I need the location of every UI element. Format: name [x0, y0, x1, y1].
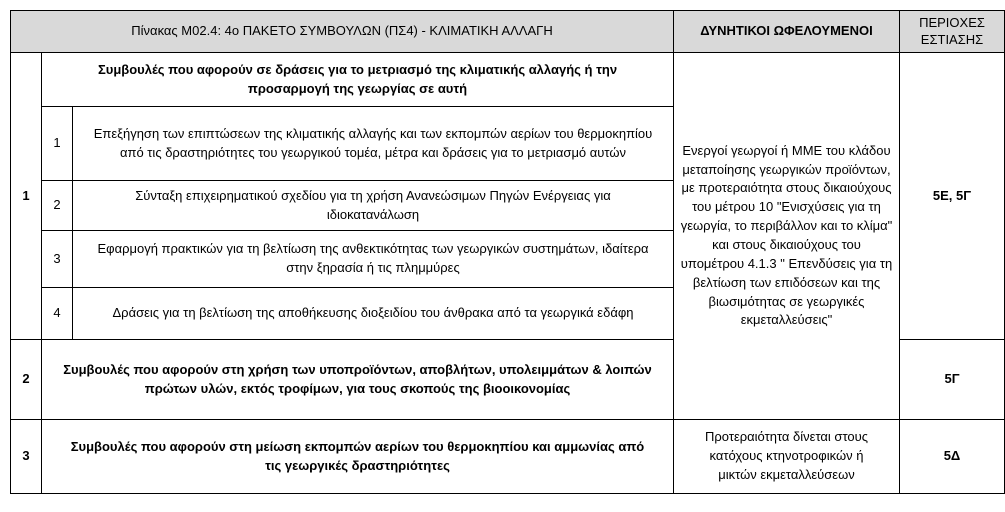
group-1-focus: 5Ε, 5Γ — [900, 53, 1005, 340]
group-3-row — [11, 420, 1005, 494]
item-4-text: Δράσεις για τη βελτίωση της αποθήκευσης διοξειδίου του άνθρακα από τα γεωργικά εδάφη — [73, 288, 674, 340]
group-1-title: Συμβουλές που αφορούν σε δράσεις για το μετριασμό της κλιματικής αλλαγής ή την προσαρμογή της γεωργίας σε αυτή — [42, 53, 674, 107]
shared-beneficiaries: Ενεργοί γεωργοί ή ΜΜΕ του κλάδου μεταποίησης γεωργικών προϊόντων, με προτεραιότητα στους δικαιούχους του μέτρου 10 "Ενισχύσεις για τη γεωργία, το περιβάλλον και το κλίμα" και στους δικαιούχους του υπομέτρου 4.1.3 " Επενδύσεις για τη βελτίωση των επιδόσεων και της βιωσιμότητας σε γεωργικές εκμεταλλεύσεις" — [674, 53, 900, 420]
group-3-title: Συμβουλές που αφορούν στη μείωση εκπομπών αερίων του θερμοκηπίου και αμμωνίας από τις γεωργικές δραστηριότητες — [42, 420, 674, 494]
group-3-number: 3 — [11, 420, 42, 494]
item-3-text: Εφαρμογή πρακτικών για τη βελτίωση της ανθεκτικότητας των γεωργικών συστημάτων, ιδαίτερα στην ξηρασία ή τις πλημμύρες — [73, 231, 674, 288]
group-3-beneficiaries: Προτεραιότητα δίνεται στους κατόχους κτηνοτροφικών ή μικτών εκμεταλλεύσεων — [674, 420, 900, 494]
group-2-focus: 5Γ — [900, 340, 1005, 420]
item-1-text: Επεξήγηση των επιπτώσεων της κλιματικής αλλαγής και των εκπομπών αερίων του θερμοκηπίου από τις δραστηριότητες του γεωργικού τομέα, μέτρα και δράσεις για το μετριασμό αυτών — [73, 107, 674, 181]
group-3-focus: 5Δ — [900, 420, 1005, 494]
item-1-number: 1 — [42, 107, 73, 181]
beneficiaries-header: ΔΥΝΗΤΙΚΟΙ ΩΦΕΛΟΥΜΕΝΟΙ — [674, 11, 900, 53]
table-title: Πίνακας Μ02.4: 4ο ΠΑΚΕΤΟ ΣΥΜΒΟΥΛΩΝ (ΠΣ4) - ΚΛΙΜΑΤΙΚΗ ΑΛΛΑΓΗ — [11, 11, 674, 53]
item-2-text: Σύνταξη επιχειρηματικού σχεδίου για τη χρήση Ανανεώσιμων Πηγών Ενέργειας για ιδιοκατανάλωση — [73, 181, 674, 231]
group-2-number: 2 — [11, 340, 42, 420]
group-1-title-row — [11, 53, 1005, 107]
group-1-number: 1 — [11, 53, 42, 340]
advice-package-table — [10, 10, 1005, 494]
item-4-number: 4 — [42, 288, 73, 340]
item-2-number: 2 — [42, 181, 73, 231]
header-row — [11, 11, 1005, 53]
item-3-number: 3 — [42, 231, 73, 288]
group-2-title: Συμβουλές που αφορούν στη χρήση των υποπροϊόντων, αποβλήτων, υπολειμμάτων & λοιπών πρώτων υλών, εκτός τροφίμων, για τους σκοπούς της βιοοικονομίας — [42, 340, 674, 420]
focus-areas-header: ΠΕΡΙΟΧΕΣ ΕΣΤΙΑΣΗΣ — [900, 11, 1005, 53]
